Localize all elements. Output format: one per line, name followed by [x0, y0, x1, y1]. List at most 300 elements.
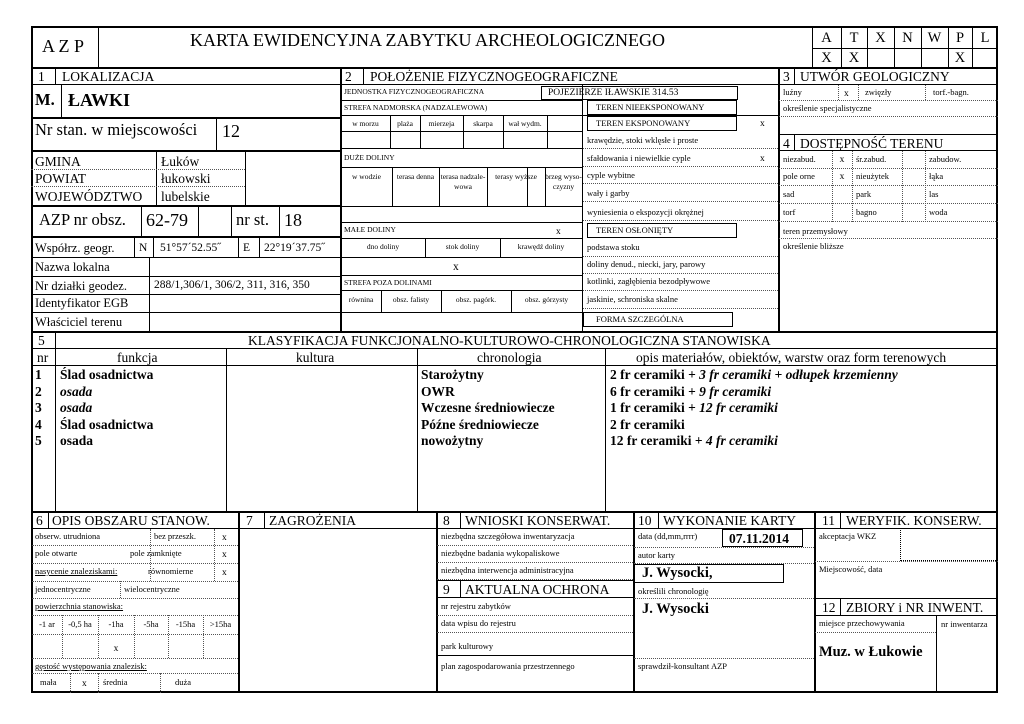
- jedn-value: POJEZIERZE IŁAWSKIE 314.53: [548, 88, 679, 98]
- nad-item: skarpa: [473, 119, 493, 128]
- dost-item: las: [929, 189, 939, 199]
- gest-label: gęstość występowania znalezisk:: [35, 661, 147, 671]
- line: [70, 673, 71, 693]
- section-1-title: LOKALIZACJA: [62, 69, 155, 84]
- line: [583, 148, 778, 149]
- section-4-number: 4: [783, 136, 790, 151]
- locality-name: ŁAWKI: [68, 90, 131, 110]
- row-opis: [610, 434, 778, 448]
- sred-label: średnia: [103, 677, 128, 687]
- line: [32, 658, 238, 659]
- bez-mark: x: [222, 533, 227, 543]
- line: [583, 308, 778, 309]
- woj-label: WOJEWÓDZTWO: [35, 189, 143, 204]
- longitude: 22°19´37.75˝: [264, 242, 326, 254]
- row-nr: 3: [35, 400, 42, 415]
- line: [815, 632, 936, 633]
- akc-box: [900, 528, 998, 561]
- powiat-value: łukowski: [161, 171, 211, 186]
- line: [231, 206, 232, 236]
- line: [153, 237, 154, 257]
- line: [634, 547, 814, 548]
- ek-mark: x: [760, 119, 765, 129]
- letter-N: N: [902, 30, 913, 46]
- row-chronologia: Późne średniowiecze: [421, 417, 539, 432]
- size-option: -5ha: [143, 619, 159, 629]
- line: [778, 68, 780, 331]
- line: [437, 545, 633, 546]
- line: [32, 545, 238, 546]
- poza-item: obsz. falisty: [392, 295, 430, 304]
- line: [279, 206, 280, 236]
- line: [216, 118, 217, 150]
- line: [141, 206, 142, 236]
- line: [31, 150, 340, 152]
- nazwa-mark: x: [453, 261, 459, 273]
- line: [582, 85, 583, 331]
- section-5-title: KLASYFIKACJA FUNKCJONALNO-KULTUROWO-CHRONOLOGICZNA STANOWISKA: [248, 333, 771, 348]
- line: [779, 221, 998, 222]
- wiel-label: wielocentryczne: [124, 584, 180, 594]
- nrst-value: 18: [284, 210, 302, 230]
- mala-label: mała: [40, 677, 57, 687]
- line: [583, 273, 778, 274]
- powiat-label: POWIAT: [35, 171, 86, 186]
- dost-item: sad: [783, 189, 795, 199]
- line: [838, 85, 839, 100]
- gmina-value: Łuków: [161, 154, 200, 169]
- line: [31, 205, 340, 207]
- page-title: KARTA EWIDENCYJNA ZABYTKU ARCHEOLOGICZNEGO: [190, 30, 665, 50]
- line: [238, 512, 240, 693]
- row-nr: 1: [35, 367, 42, 382]
- section-3-number: 3: [783, 69, 790, 84]
- section-7-number: 7: [246, 513, 253, 528]
- line: [583, 166, 778, 167]
- line: [815, 615, 998, 616]
- s9-item: data wpisu do rejestru: [441, 618, 516, 628]
- letter-L: L: [980, 30, 990, 46]
- col-opis: opis materiałów, obiektów, warstw oraz form terenowych: [636, 350, 947, 365]
- size-option: -15ha: [175, 619, 196, 629]
- line: [437, 597, 633, 598]
- line: [417, 349, 418, 511]
- s9-item: nr rejestru zabytków: [441, 601, 511, 611]
- line: [55, 349, 56, 511]
- line: [605, 349, 606, 511]
- dzialki-label: Nr działki geodez.: [35, 279, 127, 293]
- line: [658, 512, 659, 528]
- section-9-number: 9: [443, 582, 450, 597]
- line: [437, 632, 633, 633]
- line: [341, 312, 582, 313]
- line: [32, 581, 238, 582]
- line: [31, 117, 340, 119]
- jedn-label: JEDNOSTKA FIZYCZNOGEOGRAFICZNA: [344, 87, 485, 96]
- line: [858, 85, 859, 100]
- line: [31, 84, 998, 85]
- line: [779, 116, 998, 117]
- male-item: stok doliny: [445, 242, 480, 251]
- line: [634, 598, 814, 599]
- nr-inw-label: nr inwentarza: [941, 619, 988, 629]
- dost-item: niezabud.: [783, 154, 816, 164]
- line: [31, 257, 340, 258]
- row-nr: 4: [35, 417, 42, 432]
- section-4-title: DOSTĘPNOŚĆ TERENU: [800, 136, 944, 151]
- line: [341, 131, 582, 132]
- opis-part-italic: 12 fr ceramiki: [699, 400, 778, 415]
- row-funkcja: Ślad osadnictwa: [60, 367, 154, 382]
- geo-spec: określenie specjalistyczne: [783, 103, 872, 113]
- date-value: 07.11.2014: [729, 531, 790, 546]
- line: [259, 237, 260, 257]
- nad-item: wał wydm.: [508, 119, 542, 128]
- col-funkcja: funkcja: [117, 350, 158, 365]
- line: [437, 615, 633, 616]
- row-chronologia: Starożytny: [421, 367, 484, 382]
- section-9-title: AKTUALNA OCHRONA: [465, 582, 610, 597]
- line: [547, 116, 548, 148]
- section-8-title: WNIOSKI KONSERWAT.: [465, 513, 611, 528]
- line: [160, 673, 161, 693]
- ek-item: sfałdowania i niewielkie cyple: [587, 153, 691, 163]
- latitude: 51°57´52.55˝: [160, 242, 222, 254]
- section-2-number: 2: [345, 69, 352, 84]
- line: [98, 673, 99, 693]
- section-12-number: 12: [822, 600, 836, 615]
- letter-mark: X: [821, 50, 832, 66]
- letter-T: T: [849, 30, 859, 46]
- line: [437, 580, 633, 581]
- line: [341, 206, 582, 207]
- line: [341, 290, 582, 291]
- line: [31, 312, 340, 313]
- section-10-title: WYKONANIE KARTY: [663, 513, 797, 528]
- os-item: podstawa stoku: [587, 242, 640, 252]
- dost-item: torf: [783, 207, 796, 217]
- miejsce-label: miejsce przechowywania: [819, 618, 905, 628]
- row-chronologia: nowożytny: [421, 433, 484, 448]
- geo-luzny: luźny: [783, 87, 802, 97]
- line: [583, 220, 778, 221]
- line: [32, 563, 238, 564]
- line: [226, 349, 227, 511]
- opis-part: 6 fr ceramiki +: [610, 384, 700, 399]
- duze-doliny: DUŻE DOLINY: [344, 153, 395, 162]
- letter-A: A: [821, 30, 832, 46]
- duze-item: w wodzie: [352, 172, 381, 181]
- line: [812, 48, 998, 49]
- dost-item: łąka: [929, 171, 944, 181]
- data-label: data (dd,mm,rrrr): [638, 531, 698, 541]
- bez-label: bez przeszk.: [154, 531, 197, 541]
- line: [340, 68, 342, 331]
- line: [264, 512, 265, 528]
- row-nr: 5: [35, 433, 42, 448]
- section-6-title: OPIS OBSZARU STANOW.: [52, 513, 210, 528]
- geo-mark: x: [844, 89, 849, 99]
- line: [583, 256, 778, 257]
- line: [794, 134, 795, 150]
- obs-label: obserw. utrudniona: [35, 531, 101, 541]
- row-opis: [610, 385, 771, 399]
- section-12-title: ZBIORY i NR INWENT.: [846, 600, 984, 615]
- line: [925, 151, 926, 222]
- line: [32, 598, 238, 599]
- wsp-label: Współrz. geogr.: [35, 241, 115, 255]
- okreslenie-blizsze: określenie bliższe: [783, 241, 844, 251]
- line: [460, 512, 461, 528]
- teren-przemyslowy: teren przemysłowy: [783, 226, 848, 236]
- dost-item: nieużytek: [856, 171, 890, 181]
- opis-part: 12 fr ceramiki +: [610, 433, 706, 448]
- akceptacja: akceptacja WKZ: [819, 531, 877, 541]
- line: [31, 294, 340, 295]
- geo-zwiezly: zwięzły: [865, 87, 892, 97]
- section-5-number: 5: [38, 333, 45, 348]
- line: [779, 100, 998, 101]
- egb-label: Identyfikator EGB: [35, 296, 129, 310]
- line: [902, 151, 903, 222]
- line: [48, 512, 49, 528]
- row-funkcja: Ślad osadnictwa: [60, 417, 154, 432]
- dost-item: zabudow.: [929, 154, 962, 164]
- section-2-title: POŁOŻENIE FIZYCZNOGEOGRAFICZNE: [370, 69, 618, 84]
- line: [341, 222, 582, 223]
- section-8-number: 8: [443, 513, 450, 528]
- col-nr: nr: [37, 350, 49, 365]
- os-item: jaskinie, schroniska skalne: [587, 294, 678, 304]
- duze-item: terasa nadzale-wowa: [440, 172, 486, 191]
- line: [779, 203, 998, 204]
- line: [341, 148, 582, 149]
- pow-label: powierzchnia stanowiska:: [35, 601, 124, 611]
- mala-mark: x: [82, 679, 87, 689]
- line: [341, 257, 582, 258]
- duze-item: terasa denna: [396, 172, 435, 181]
- poza-item: obsz. górzysty: [524, 295, 569, 304]
- section-7-title: ZAGROŻENIA: [269, 513, 356, 528]
- line: [31, 169, 245, 170]
- azp-label: AZP nr obsz.: [39, 210, 126, 229]
- section-11-number: 11: [822, 513, 835, 528]
- nazwa-label: Nazwa lokalna: [35, 260, 110, 274]
- zam-mark: x: [222, 550, 227, 560]
- zam-label: pole zamknięte: [130, 548, 182, 558]
- line: [198, 206, 199, 236]
- line: [583, 290, 778, 291]
- line: [583, 201, 778, 202]
- poza-item: obsz. pagórk.: [455, 295, 497, 304]
- line: [840, 512, 841, 528]
- s8-item: niezbędna szczegółowa inwentaryzacja: [441, 531, 575, 541]
- line: [814, 512, 816, 693]
- row-funkcja: osada: [60, 400, 93, 415]
- wlasc-label: Właściciel terenu: [35, 315, 123, 329]
- opis-part: 2 fr ceramiki +: [610, 367, 700, 382]
- nrst-label: nr st.: [236, 210, 269, 229]
- s8-item: niezbędne badania wykopaliskowe: [441, 548, 560, 558]
- nad-item: plaża: [397, 119, 413, 128]
- letter-mark: X: [848, 50, 860, 66]
- ek-item: wyniesienia o ekspozycji okrężnej: [587, 207, 704, 217]
- ek-item: krawędzie, stoki wklęsłe i proste: [587, 135, 699, 145]
- teren-eksponowany: TEREN EKSPONOWANY: [596, 118, 691, 128]
- m-label: M.: [35, 90, 55, 109]
- opis-part: 1 fr ceramiki +: [610, 400, 700, 415]
- line: [436, 512, 438, 693]
- line: [245, 151, 246, 205]
- line: [156, 151, 157, 205]
- line: [815, 598, 998, 599]
- line: [31, 236, 340, 238]
- autor-label: autor karty: [638, 550, 676, 560]
- azp-value: 62-79: [146, 210, 188, 230]
- opis-part-italic: 9 fr ceramiki: [699, 384, 772, 399]
- forma-szczegolna: FORMA SZCZEGÓLNA: [596, 314, 684, 324]
- dost-item: woda: [929, 207, 948, 217]
- line: [460, 580, 461, 597]
- letter-W: W: [927, 30, 942, 46]
- azp-code: A Z P: [42, 36, 85, 56]
- line: [98, 27, 99, 67]
- muzeum: Muz. w Łukowie: [819, 644, 923, 660]
- ne-box: [587, 100, 737, 115]
- line: [341, 115, 582, 116]
- row-funkcja: osada: [60, 384, 93, 399]
- e-label: E: [243, 242, 251, 254]
- section-3-title: UTWÓR GEOLOGICZNY: [800, 69, 950, 84]
- line: [794, 68, 795, 84]
- s9-item: plan zagospodarowania przestrzennego: [441, 661, 575, 671]
- line: [341, 275, 582, 276]
- col-kultura: kultura: [296, 350, 335, 365]
- line: [61, 85, 62, 118]
- spr-label: sprawdził-konsultant AZP: [638, 661, 728, 671]
- male-doliny: MAŁE DOLINY: [344, 225, 396, 234]
- col-chronologia: chronologia: [477, 350, 542, 365]
- line: [779, 238, 998, 239]
- duze-item: terasy wyższe: [495, 172, 537, 181]
- row-funkcja: osada: [60, 433, 94, 448]
- duza-label: duża: [175, 677, 192, 687]
- size-mark: x: [113, 644, 119, 654]
- line: [583, 183, 778, 184]
- size-option: -1 ar: [39, 619, 55, 629]
- miejscowosc-data: Miejscowość, data: [819, 564, 883, 574]
- poza-item: równina: [348, 295, 374, 304]
- dost-item: śr.zabud.: [856, 154, 887, 164]
- row-opis: [610, 418, 685, 432]
- otw-label: pole otwarte: [35, 548, 78, 558]
- line: [341, 238, 582, 239]
- ek-item: cyple wybitne: [587, 170, 635, 180]
- dost-item: park: [856, 189, 872, 199]
- teren-nieeksponowany: TEREN NIEEKSPONOWANY: [596, 102, 705, 112]
- line: [31, 276, 340, 277]
- line: [925, 85, 926, 100]
- dost-mark: x: [839, 155, 845, 165]
- woj-value: lubelskie: [161, 189, 210, 204]
- rown-label: równomierne: [148, 566, 194, 576]
- line: [134, 237, 135, 257]
- nr-stan-label: Nr stan. w miejscowości: [35, 120, 198, 139]
- s8-item: niezbędna interwencja administracyjna: [441, 565, 574, 575]
- opis-part: 2 fr ceramiki: [610, 417, 685, 432]
- jedn-label: jednocentryczne: [35, 584, 91, 594]
- dost-item: pole orne: [783, 171, 815, 181]
- rown-mark: x: [222, 568, 227, 578]
- n-label: N: [139, 242, 148, 254]
- male-item: dno doliny: [366, 242, 400, 251]
- nad-item: mierzeja: [428, 119, 455, 128]
- row-chronologia: Wczesne średniowiecze: [421, 400, 555, 415]
- line: [936, 616, 937, 693]
- male-item: krawędź doliny: [517, 242, 565, 251]
- line: [55, 68, 56, 84]
- section-6-number: 6: [36, 513, 43, 528]
- poza-dolinami: STREFA POZA DOLINAMI: [344, 278, 432, 287]
- line: [238, 237, 239, 257]
- size-option: >15ha: [209, 619, 232, 629]
- os-item: kotlinki, zagłębienia bezodpływowe: [587, 276, 710, 286]
- line: [31, 348, 998, 349]
- line: [32, 634, 238, 635]
- nas-label: nasycenie znaleziskami:: [35, 566, 118, 576]
- line: [31, 186, 245, 187]
- dost-mark: x: [839, 172, 845, 182]
- dzialki-value: 288/1,306/1, 306/2, 311, 316, 350: [154, 279, 310, 291]
- row-nr: 2: [35, 384, 42, 399]
- ek-item: wały i garby: [587, 188, 630, 198]
- line: [437, 655, 633, 656]
- line: [633, 512, 635, 693]
- section-10-number: 10: [638, 513, 652, 528]
- nad-item: w morzu: [352, 119, 379, 128]
- row-opis: [610, 368, 898, 382]
- line: [120, 581, 121, 598]
- geo-torf: torf.-bagn.: [933, 87, 969, 97]
- line: [31, 365, 998, 366]
- section-1-number: 1: [38, 69, 45, 84]
- ek-item-mark: x: [760, 154, 765, 164]
- letter-P: P: [955, 30, 965, 46]
- male-mark: x: [556, 227, 561, 237]
- letter-mark: X: [954, 50, 966, 66]
- gmina-label: GMINA: [35, 154, 81, 169]
- chron-label: określili chronologię: [638, 586, 709, 596]
- os-item: doliny denud., niecki, jary, parowy: [587, 259, 706, 269]
- size-option: -0,5 ha: [68, 619, 92, 629]
- line: [31, 528, 998, 529]
- autor-value: J. Wysocki,: [642, 565, 713, 581]
- line: [815, 561, 998, 562]
- section-11-title: WERYFIK. KONSERW.: [846, 513, 982, 528]
- line: [214, 529, 215, 581]
- size-option: -1ha: [108, 619, 124, 629]
- nr-stan-value: 12: [222, 121, 240, 141]
- opis-part-italic: 4 fr ceramiki: [705, 433, 778, 448]
- line: [634, 658, 814, 659]
- line: [437, 562, 633, 563]
- line: [55, 332, 56, 348]
- strefa-nad: STREFA NADMORSKA (NADZALEWOWA): [344, 103, 488, 112]
- row-opis: [610, 401, 778, 415]
- line: [840, 598, 841, 615]
- s9-item: park kulturowy: [441, 641, 494, 651]
- line: [779, 185, 998, 186]
